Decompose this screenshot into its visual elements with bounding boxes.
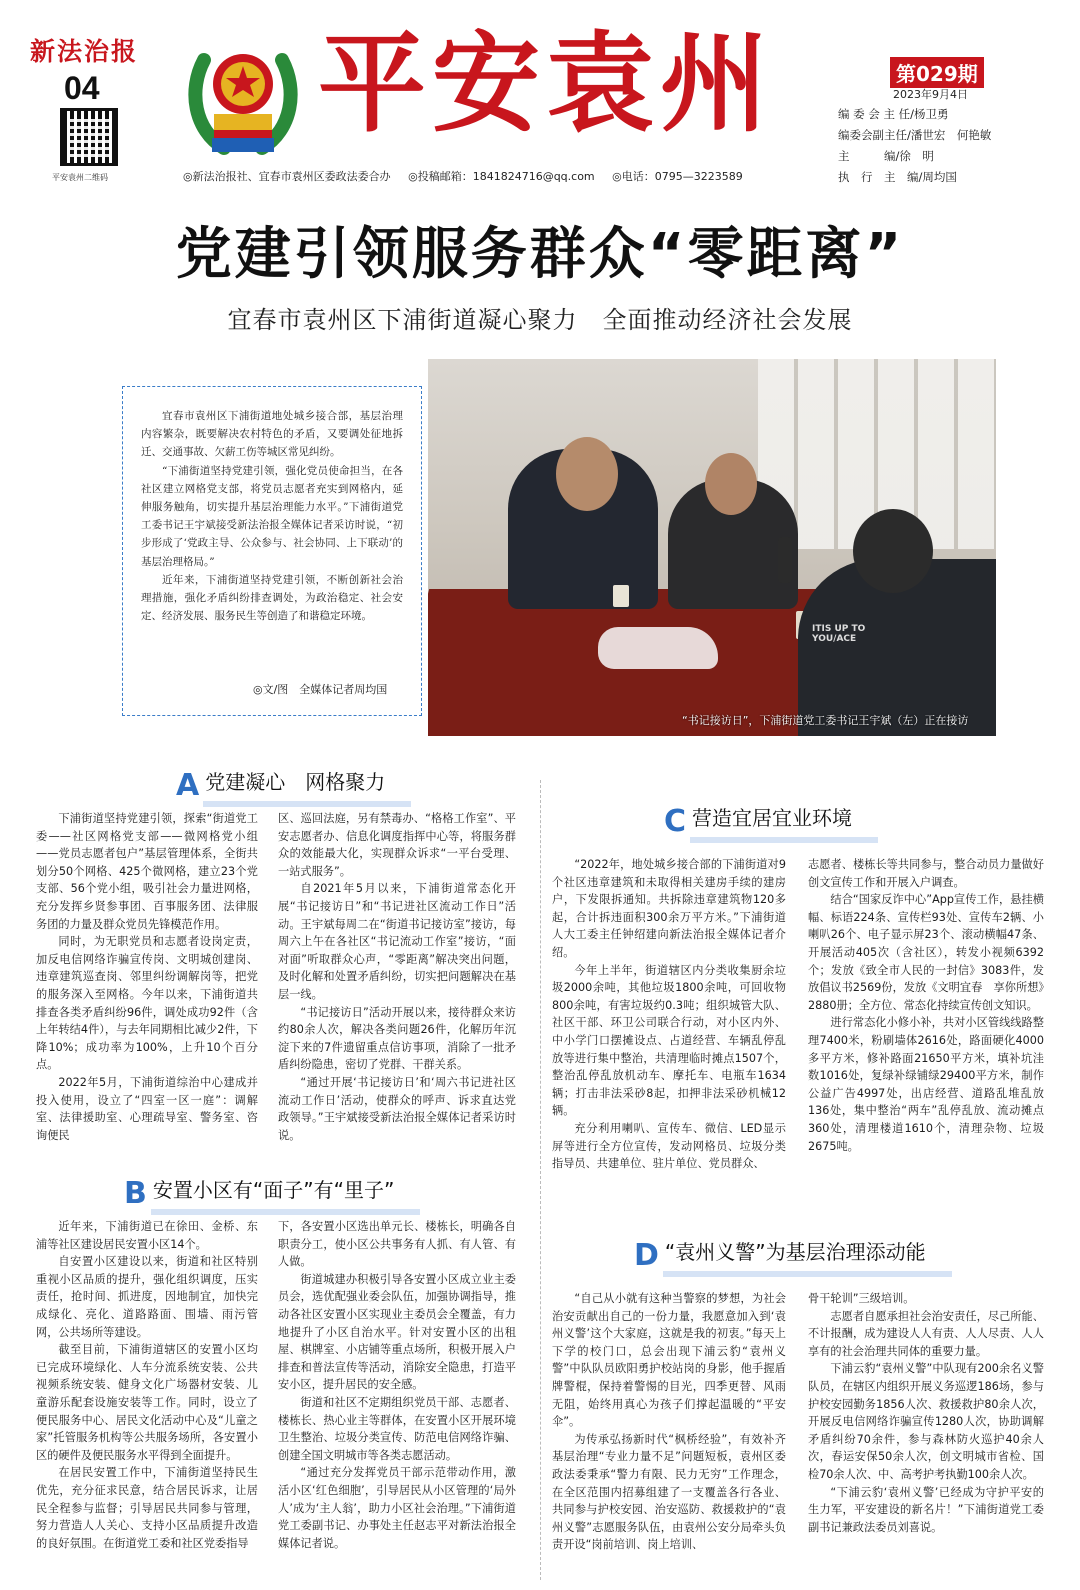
phone-info: ◎电话：0795—3223589 [612,170,743,183]
section-c-header [664,800,878,843]
lead-paragraph: 宜春市袁州区下浦街道地处城乡接合部，基层治理内容繁杂，既要解决农村特色的矛盾，又要调处征地拆迁、交通事故、欠薪工伤等城区常见纠纷。 [141,410,403,459]
section-d-col-2 [808,1290,1044,1536]
section-d-header [634,1234,952,1277]
lead-paragraph: “下浦街道坚持党建引领，强化党员使命担当，在各社区建立网格党支部，将党员志愿者充实到网格内，延伸服务触角，切实提升基层治理能力水平。”下浦街道党工委书记王宇斌接受新法治报全媒体记者采访时说，“初步形成了‘党政主导、公众参与、社会协同、上下联动’的基层治理格局。” [141,464,403,568]
issue-number: 第029期 [890,57,984,88]
paragraph: 充分利用喇叭、宣传车、微信、LED显示屏等进行全方位宣传，发动网格员、垃圾分类指导员、共建单位、驻片单位、党员群众、 [552,1121,786,1171]
section-letter: A [176,767,200,803]
editor-line: 主 编/徐 明 [838,149,934,163]
paper-name: 新法治报 [30,37,139,66]
section-a-col-1 [36,810,258,1144]
qr-code-icon [60,108,118,166]
paragraph: “书记接访日”活动开展以来，接待群众来访约80余人次，解决各类问题26件，化解历年沉淀下来的7件遗留重点信访事项，消除了一批矛盾纠纷隐患，密切了党群、干群关系。 [278,1005,516,1072]
lead-text [141,407,403,625]
paragraph: 下浦云豹“袁州义警”中队现有200余名义警队员，在辖区内组织开展义务巡逻186场，参与护校安园勤务1856人次、救援救护80余人次，开展反电信网络诈骗宣传1280人次，协助调解矛盾纠纷70余件，参与森林防火巡护40余人次，春运安保50余人次，创文明城市省检、国检70余人次、中、高考护考执勤100余人次。 [808,1362,1044,1481]
editor-line: 编 委 会 主 任/杨卫勇 [838,107,949,121]
column-divider [540,780,541,1580]
photo-caption: “书记接访日”，下浦街道党工委书记王宇斌（左）正在接访 [682,714,969,727]
section-d-col-1 [552,1290,786,1554]
issue-date: 2023年9月4日 [893,88,968,101]
subheadline: 宜春市袁州区下浦街道凝心聚力 全面推动经济社会发展 [227,306,853,334]
photo-person-right-head [853,509,933,593]
paragraph: “通过开展‘书记接访日’和‘周六书记进社区流动工作日’活动，使群众的呼声、诉求直达党政领导。”王宇斌接受新法治报全媒体记者采访时说。 [278,1075,516,1142]
paragraph: 截至目前，下浦街道辖区的安置小区均已完成环境绿化、人车分流系统安装、公共视频系统安装、健身文化广场器材安装、儿童游乐配套设施安装等工作。同时，设立了便民服务中心、居民文化活动中心及“儿童之家”托管服务机构等公共服务场所，各安置小区的硬件及便民服务水平得到全面提升。 [36,1343,258,1462]
lead-paragraph: 近年来，下浦街道坚持党建引领，不断创新社会治理措施，强化矛盾纠纷排查调处，为政治稳定、社会安定、经济发展、服务民生等创造了和谐稳定环境。 [141,573,403,623]
photo-person-left-head [556,437,618,511]
paragraph: 在居民安置工作中，下浦街道坚持民生优先，充分征求民意，结合居民诉求，让居民全程参与监督；引导居民共同参与管理，努力营造人人关心、支持小区品质提升改造的良好氛围。在街道党工委和社区党委指导 [36,1466,258,1550]
paragraph: “自己从小就有这种当警察的梦想，为社会治安贡献出自己的一份力量，我愿意加入到‘袁州义警’这个大家庭，这就是我的初衷。”每天上下学的校门口，总会出现下浦云豹“袁州义警”中队队员欧阳勇护校站岗的身影，他手握盾牌警棍，保持着警惕的目光，四季更替、风雨无阻，始终用真心为孩子们撑起温暖的“平安伞”。 [552,1292,786,1429]
photo-bottle [778,537,792,583]
paragraph: 下，各安置小区选出单元长、楼栋长，明确各自职责分工，使小区公共事务有人抓、有人管、有人做。 [278,1220,516,1269]
paragraph: 自2021年5月以来，下浦街道常态化开展“书记接访日”和“书记进社区流动工作日”活动。王宇斌每周二在“街道书记接访室”接访，每周六上午在各社区“书记流动工作室”接访，“面对面”听取群众心声，“零距离”解决突出问题，及时化解和处置矛盾纠纷，切实把问题解决在基层一线。 [278,882,516,1001]
paragraph: 志愿者、楼栋长等共同参与，整合动员力量做好创文宣传工作和开展入户调查。 [808,858,1044,889]
paragraph: 近年来，下浦街道已在徐田、金桥、东浦等社区建设居民安置小区14个。 [36,1220,258,1251]
paragraph: 街道城建办积极引导各安置小区成立业主委员会，选优配强业委会队伍，加强协调指导，推动各社区安置小区实现业主委员会全覆盖，有力地提升了小区自治水平。针对安置小区的出租屋、棋牌室、小店铺等重点场所，积极开展入户排查和普法宣传等活动，消除安全隐患，打造平安小区，提升居民的安全感。 [278,1272,516,1392]
masthead-info [183,168,757,184]
paragraph: 为传承弘扬新时代“枫桥经验”，有效补齐基层治理“专业力量不足”问题短板，袁州区委政法委秉承“警力有限、民力无穷”工作理念，在全区范围内招募组建了一支覆盖各行各业、共同参与护校安园、治安巡防、救援救护的“袁州义警”志愿服务队伍，由袁州公安分局牵头负责开设“岗前培训、岗上培训、 [552,1432,786,1552]
section-b-col-1 [36,1218,258,1552]
section-a-header [176,764,411,807]
section-title: 安置小区有“面子”有“里子” [151,1172,420,1215]
section-b-header [124,1172,420,1215]
section-a-col-2 [278,810,516,1144]
photo-person-middle-head [705,453,757,515]
paragraph: 区、巡回法庭，另有禁毒办、“格格工作室”、平安志愿者办、信息化调度指挥中心等，将服务群众的效能最大化，实现群众诉求“一平台受理、一站式服务”。 [278,812,516,878]
paragraph: 下浦街道坚持党建引领，探索“街道党工委——社区网格党支部——微网格党小组——党员志愿者包户”基层管理体系，全街共划分50个网格、425个微网格，建立23个党支部、56个党小组，吸引社会力量进网格，充分发挥乡贤参事团、百事服务团、法律服务团的力量及群众党员先锋模范作用。 [36,812,258,931]
section-b-col-2 [278,1218,516,1552]
publisher-info: ◎新法治报社、宜春市袁州区委政法委合办 [183,170,391,183]
page-number: 04 [64,70,100,106]
photo-jacket-text: ITIS UP TO YOU/ACE [812,624,866,644]
paragraph: “通过充分发挥党员干部示范带动作用，激活小区‘红色细胞’，引导居民从小区管理的‘局外人’成为‘主人翁’，助力小区社会治理。”下浦街道党工委副书记、办事处主任赵志平对新法治报全媒体记者说。 [278,1466,516,1550]
paragraph: 结合“国家反诈中心”App宣传工作，悬挂横幅、标语224条、宣传栏93处、宣传车2辆、小喇叭26个、电子显示屏23个、滚动横幅47条、开展活动405次（含社区），转发小视频6392个；发放《致全市人民的一封信》3083件，发放倡议书2569份，发放《文明宜春 享你所想》2880册；全方位、常态化持续宣传创文知识。 [808,893,1044,1012]
paper-section-title: 平安袁州 [318,21,775,147]
paragraph: 骨干轮训”三级培训。 [808,1292,915,1305]
lead-box [122,386,422,716]
paragraph: 街道和社区不定期组织党员干部、志愿者、楼栋长、热心业主等群体，在安置小区开展环境卫生整治、垃圾分类宣传、防范电信网络诈骗、创建全国文明城市等各类志愿活动。 [278,1395,516,1462]
editor-list [838,104,991,188]
section-title: “袁州义警”为基层治理添动能 [663,1234,952,1277]
section-letter: D [634,1237,659,1273]
headline: 党建引领服务群众“零距离” [175,222,905,287]
section-c-col-1 [552,856,786,1173]
qr-caption: 平安袁州二维码 [52,173,108,182]
email-info: ◎投稿邮箱：1841824716@qq.com [408,170,595,183]
paragraph: 志愿者自愿承担社会治安责任，尽己所能、不计报酬，成为建设人人有责、人人尽责、人人享有的社会治理共同体的重要力量。 [808,1309,1044,1358]
section-title: 党建凝心 网格聚力 [203,764,411,807]
byline: ◎文/图 全媒体记者周均国 [253,683,388,696]
paragraph: 自安置小区建设以来，街道和社区特别重视小区品质的提升，强化组织调度，压实责任，抢时间、抓进度，因地制宜，加快完成绿化、亮化、道路路面、围墙、雨污管网，公共场所等建设。 [36,1255,258,1339]
editor-line: 执 行 主 编/周均国 [838,170,957,184]
paragraph: 2022年5月，下浦街道综治中心建成并投入使用，设立了“四室一区一庭”：调解室、法律援助室、心理疏导室、警务室、咨询便民 [36,1075,258,1142]
paragraph: 进行常态化小修小补，共对小区管线线路整理7400米，粉刷墙体2616处，路面硬化4000多平方米，修补路面21650平方米，填补坑洼数1016处，复绿补绿铺绿29400平方米，制作公益广告4997处，出店经营、道路乱堆乱放136处，集中整治“两车”乱停乱放、流动摊点360处，清理楼道1610个，清理杂物、垃圾2675吨。 [808,1016,1044,1153]
section-title: 营造宜居宜业环境 [690,800,878,843]
section-letter: B [124,1175,147,1211]
paragraph: “2022年，地处城乡接合部的下浦街道对9个社区违章建筑和未取得相关建房手续的建房户，下发限拆通知。共拆除违章建筑物120多起，合计拆违面积300余万平方米。”下浦街道人大工委主任钟绍建向新法治报全媒体记者介绍。 [552,858,786,959]
photo-bag [598,627,718,669]
section-c-col-2 [808,856,1044,1155]
section-letter: C [664,803,687,839]
paragraph: 同时，为无职党员和志愿者设岗定责，加反电信网络诈骗宣传岗、文明城创建岗、违章建筑巡查岗、邻里纠纷调解岗等，把党的服务深入至网格。今年以来，下浦街道共排查各类矛盾纠纷96件，调处成功92件（含上年转结4件），与去年同期相比减少2件，下降10%；成功率为100%，上升10个百分点。 [36,935,258,1072]
editor-line: 编委会副主任/潘世宏 何艳敏 [838,128,992,142]
police-emblem-icon [184,30,302,158]
news-photo [428,359,996,736]
masthead [0,0,1080,190]
paragraph: “下浦云豹‘袁州义警’已经成为守护平安的生力军，平安建设的新名片！”下浦街道党工委副书记兼政法委员刘喜说。 [808,1485,1044,1534]
photo-cup [613,585,629,607]
paragraph: 今年上半年，街道辖区内分类收集厨余垃圾2000余吨，其他垃圾1800余吨，可回收物800余吨，有害垃圾约0.3吨；组织城管大队、社区干部、环卫公司联合行动，对小区内外、中小学门口摆摊设点、占道经营、车辆乱停乱放等进行集中整治，共清理临时摊点1507个，整治乱停乱放机动车、摩托车、电瓶车1634辆；打击非法采砂8起，扣押非法采砂机械12辆。 [552,963,786,1118]
